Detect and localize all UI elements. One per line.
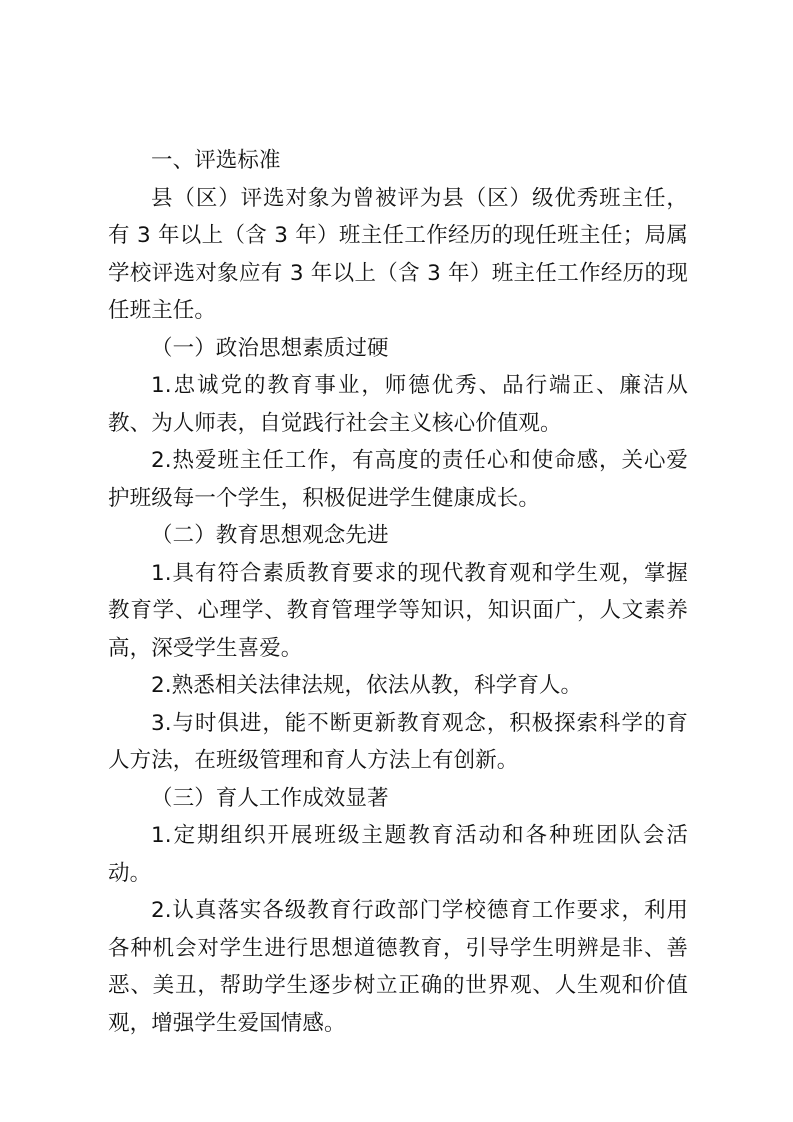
- paragraph-eligibility: 县（区）评选对象为曾被评为县（区）级优秀班主任，有 3 年以上（含 3 年）班主任工作经历的现任班主任；局属学校评选对象应有 3 年以上（含 3 年）班主任工作经历的现任班主任。: [108, 185, 688, 323]
- paragraph-item: 1.具有符合素质教育要求的现代教育观和学生观，掌握教育学、心理学、教育管理学等知识，知识面广，人文素养高，深受学生喜爱。: [108, 560, 688, 661]
- paragraph-item: 2.认真落实各级教育行政部门学校德育工作要求，利用各种机会对学生进行思想道德教育，引导学生明辨是非、善恶、美丑，帮助学生逐步树立正确的世界观、人生观和价值观，增强学生爱国情感。: [108, 898, 688, 1036]
- subheading-achievements: （三）育人工作成效显著: [151, 785, 389, 811]
- subheading-education-concept: （二）教育思想观念先进: [151, 523, 389, 548]
- paragraph-item: 2.热爱班主任工作，有高度的责任心和使命感，关心爱护班级每一个学生，积极促进学生健康成长。: [108, 448, 688, 511]
- paragraph-item: 3.与时俱进，能不断更新教育观念，积极探索科学的育人方法，在班级管理和育人方法上有创新。: [108, 710, 688, 773]
- paragraph-item: 1.忠诚党的教育事业，师德优秀、品行端正、廉洁从教、为人师表，自觉践行社会主义核心价值观。: [108, 373, 688, 436]
- subheading-political-quality: （一）政治思想素质过硬: [151, 335, 389, 361]
- section-heading-criteria: 一、评选标准: [151, 148, 281, 173]
- paragraph-item: 2.熟悉相关法律法规，依法从教，科学育人。: [151, 673, 583, 698]
- document-body: [108, 142, 688, 1042]
- paragraph-item: 1.定期组织开展班级主题教育活动和各种班团队会活动。: [108, 823, 688, 886]
